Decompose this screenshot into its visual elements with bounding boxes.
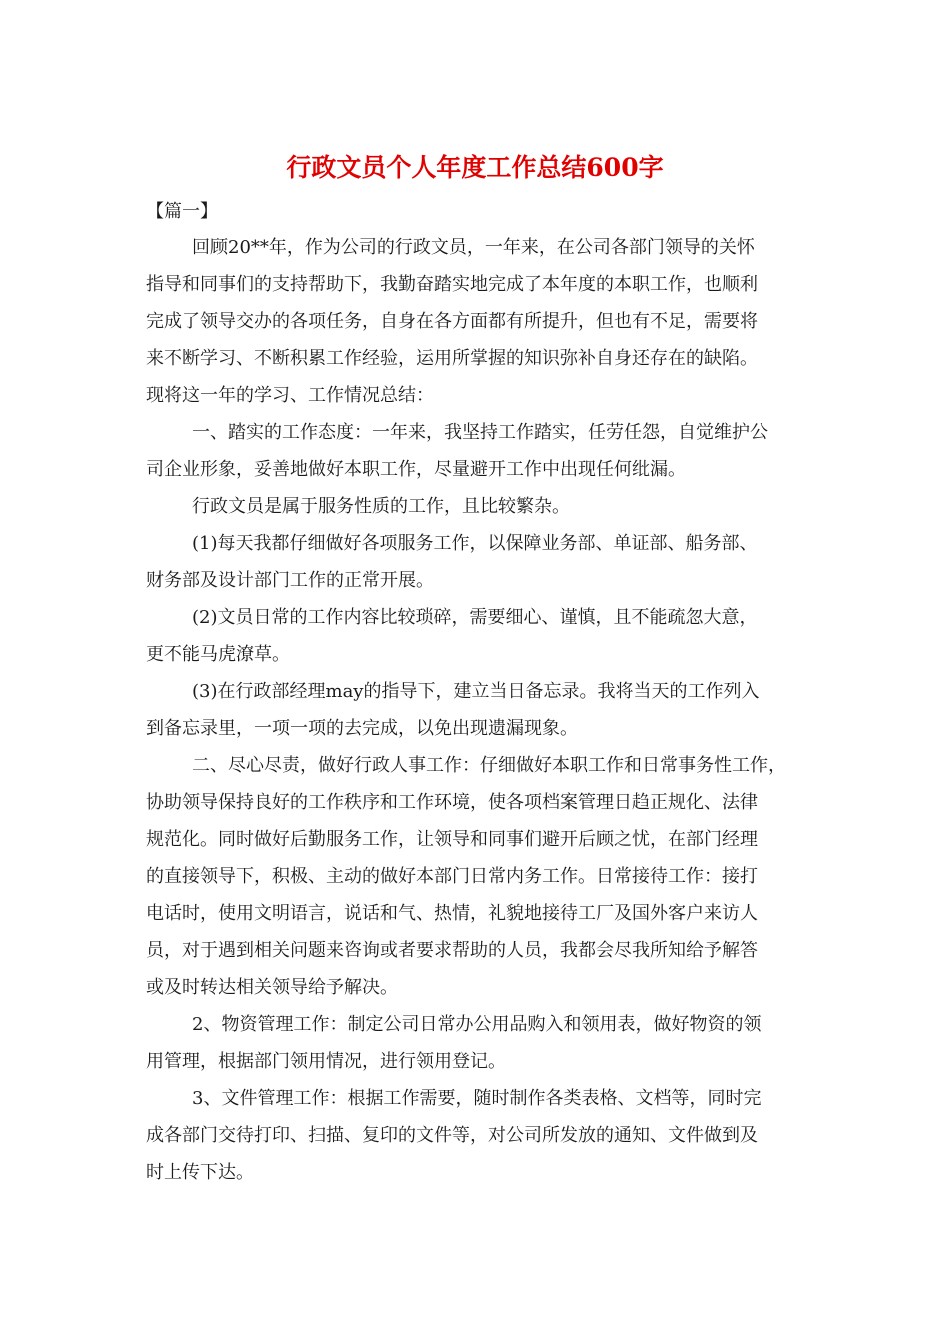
document-body [146, 229, 811, 1191]
paragraph-line: 到备忘录里，一项一项的去完成，以免出现遗漏现象。 [146, 718, 578, 739]
paragraph-line: 用管理，根据部门领用情况，进行领用登记。 [146, 1051, 506, 1072]
paragraph-line: 的直接领导下，积极、主动的做好本部门日常内务工作。日常接待工作：接打 [146, 866, 758, 887]
paragraph-line: 员，对于遇到相关问题来咨询或者要求帮助的人员，我都会尽我所知给予解答 [146, 940, 758, 961]
paragraph-line: 司企业形象，妥善地做好本职工作，尽量避开工作中出现任何纰漏。 [146, 459, 686, 480]
paragraph-line: 行政文员是属于服务性质的工作，且比较繁杂。 [192, 496, 570, 517]
paragraph-line: (2)文员日常的工作内容比较琐碎，需要细心、谨慎，且不能疏忽大意， [192, 607, 758, 628]
paragraph-line: 3、文件管理工作：根据工作需要，随时制作各类表格、文档等，同时完 [192, 1088, 762, 1109]
paragraph [146, 1006, 811, 1080]
paragraph-line: 回顾20**年，作为公司的行政文员，一年来，在公司各部门领导的关怀 [192, 237, 755, 258]
document-title: 行政文员个人年度工作总结600字 [286, 153, 664, 182]
paragraph [146, 1080, 811, 1191]
paragraph-line: 成各部门交待打印、扫描、复印的文件等，对公司所发放的通知、文件做到及 [146, 1125, 758, 1146]
paragraph-line: (3)在行政部经理may的指导下，建立当日备忘录。我将当天的工作列入 [192, 681, 760, 702]
paragraph-line: 一、踏实的工作态度：一年来，我坚持工作踏实，任劳任怨，自觉维护公 [192, 422, 768, 443]
paragraph-line: 时上传下达。 [146, 1162, 254, 1183]
paragraph [146, 229, 811, 414]
paragraph-line: (1)每天我都仔细做好各项服务工作，以保障业务部、单证部、船务部、 [192, 533, 758, 554]
paragraph-line: 协助领导保持良好的工作秩序和工作环境，使各项档案管理日趋正规化、法律 [146, 792, 758, 813]
paragraph-line: 财务部及设计部门工作的正常开展。 [146, 570, 434, 591]
paragraph-line: 电话时，使用文明语言，说话和气、热情，礼貌地接待工厂及国外客户来访人 [146, 903, 758, 924]
paragraph [146, 414, 811, 488]
paragraph [146, 747, 811, 1006]
section-label: 【篇一】 [146, 201, 218, 222]
paragraph [146, 673, 811, 747]
paragraph-line: 规范化。同时做好后勤服务工作，让领导和同事们避开后顾之忧，在部门经理 [146, 829, 758, 850]
paragraph-line: 指导和同事们的支持帮助下，我勤奋踏实地完成了本年度的本职工作，也顺利 [146, 274, 758, 295]
paragraph-line: 二、尽心尽责，做好行政人事工作：仔细做好本职工作和日常事务性工作， [192, 755, 786, 776]
paragraph [146, 599, 811, 673]
paragraph-line: 更不能马虎潦草。 [146, 644, 290, 665]
paragraph-line: 完成了领导交办的各项任务，自身在各方面都有所提升，但也有不足，需要将 [146, 311, 758, 332]
paragraph-line: 2、物资管理工作：制定公司日常办公用品购入和领用表，做好物资的领 [192, 1014, 762, 1035]
paragraph-line: 现将这一年的学习、工作情况总结： [146, 385, 434, 406]
paragraph-line: 或及时转达相关领导给予解决。 [146, 977, 398, 998]
paragraph [146, 525, 811, 599]
paragraph [146, 488, 811, 525]
paragraph-line: 来不断学习、不断积累工作经验，运用所掌握的知识弥补自身还存在的缺陷。 [146, 348, 758, 369]
